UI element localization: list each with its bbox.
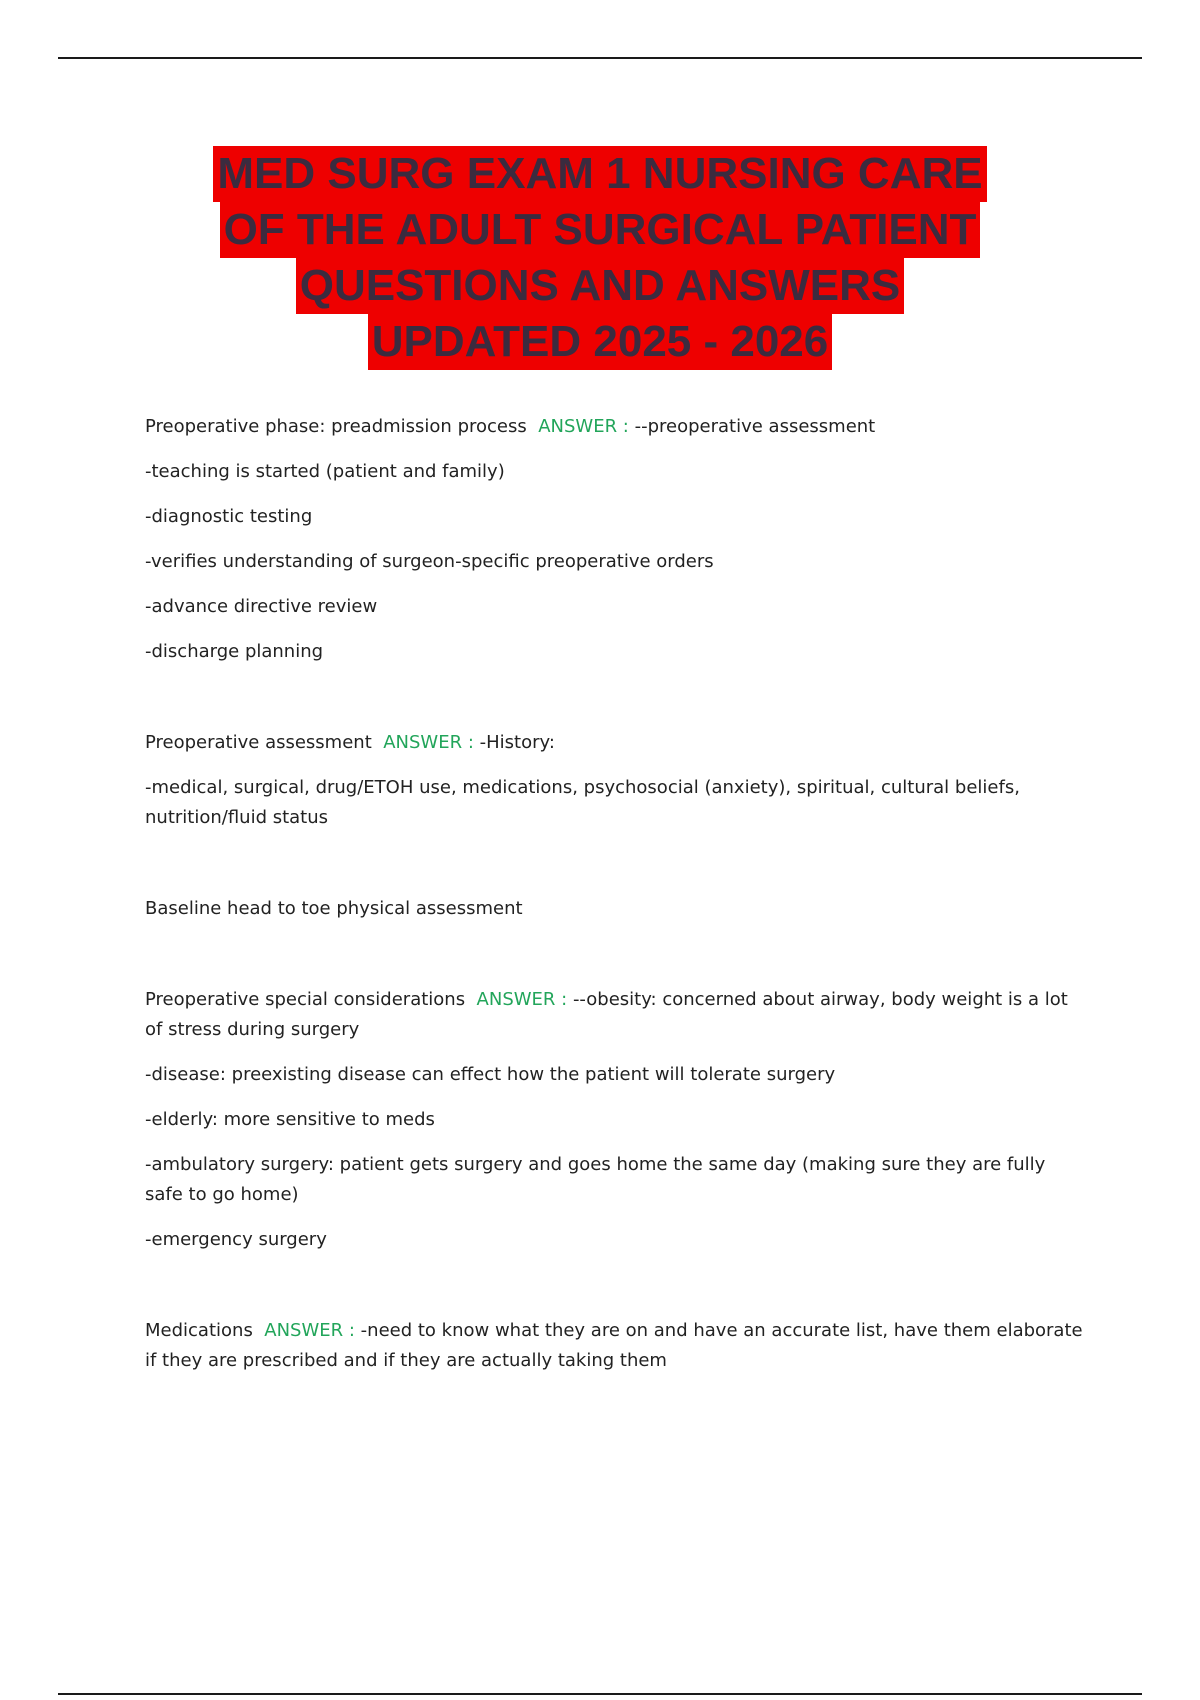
question-text: Preoperative phase: preadmission process bbox=[145, 416, 527, 437]
qa-item-1-first bbox=[145, 412, 1085, 442]
answer-marker: ANSWER : bbox=[383, 732, 480, 753]
answer-marker: ANSWER : bbox=[538, 416, 635, 437]
document-title bbox=[0, 146, 1200, 370]
qa-item-2-first bbox=[145, 728, 1085, 758]
question-text: Preoperative assessment bbox=[145, 732, 372, 753]
top-rule bbox=[58, 57, 1142, 59]
answer-marker: ANSWER : bbox=[264, 1320, 361, 1341]
title-line-1: MED SURG EXAM 1 NURSING CARE bbox=[213, 146, 986, 202]
question-text: Medications bbox=[145, 1320, 253, 1341]
title-line-3: QUESTIONS AND ANSWERS bbox=[296, 258, 905, 314]
question-text: Preoperative special considerations bbox=[145, 989, 466, 1010]
answer-line: -ambulatory surgery: patient gets surgery and goes home the same day (making sure they are fully safe to go home) bbox=[145, 1154, 1046, 1205]
answer-line: -teaching is started (patient and family) bbox=[145, 461, 505, 482]
answer-line: -medical, surgical, drug/ETOH use, medications, psychosocial (anxiety), spiritual, cultural beliefs, nutrition/fluid status bbox=[145, 777, 1020, 828]
answer-text: -need to know what they are on and have an accurate list, have them elaborate if they are prescribed and if they are actually taking them bbox=[145, 1320, 1083, 1371]
title-line-2: OF THE ADULT SURGICAL PATIENT bbox=[220, 202, 981, 258]
answer-text: -History: bbox=[479, 732, 555, 753]
answer-text: --preoperative assessment bbox=[634, 416, 876, 437]
answer-line: -emergency surgery bbox=[145, 1229, 327, 1250]
answer-extra: Baseline head to toe physical assessment bbox=[145, 898, 523, 919]
answer-line: -advance directive review bbox=[145, 596, 378, 617]
qa-content bbox=[145, 412, 1085, 1376]
answer-line: -verifies understanding of surgeon-specific preoperative orders bbox=[145, 551, 714, 572]
bottom-rule bbox=[58, 1693, 1142, 1695]
answer-marker: ANSWER : bbox=[476, 989, 573, 1010]
answer-line: -diagnostic testing bbox=[145, 506, 313, 527]
answer-text: --obesity: concerned about airway, body weight is a lot of stress during surgery bbox=[145, 989, 1068, 1040]
answer-line: -elderly: more sensitive to meds bbox=[145, 1109, 435, 1130]
title-line-4: UPDATED 2025 - 2026 bbox=[368, 314, 833, 370]
qa-item-4-first bbox=[145, 1316, 1085, 1376]
answer-line: -disease: preexisting disease can effect how the patient will tolerate surgery bbox=[145, 1064, 836, 1085]
answer-line: -discharge planning bbox=[145, 641, 324, 662]
qa-item-3-first bbox=[145, 985, 1085, 1045]
